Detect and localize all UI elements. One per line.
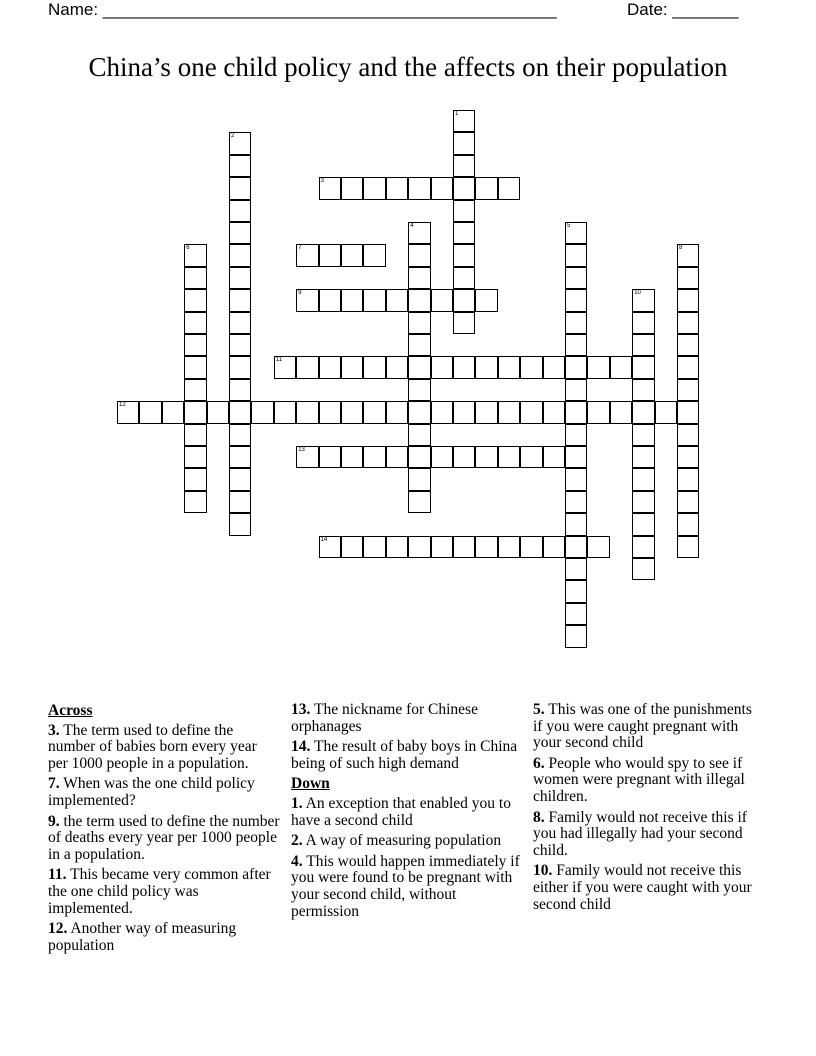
crossword-cell[interactable]	[408, 424, 430, 446]
clue-number-label: 11	[275, 357, 283, 364]
crossword-cell[interactable]	[677, 468, 699, 490]
crossword-cell[interactable]	[229, 312, 251, 334]
crossword-cell[interactable]	[296, 356, 318, 378]
crossword-cell[interactable]	[296, 244, 318, 266]
crossword-cell[interactable]	[431, 446, 453, 468]
crossword-cell[interactable]	[341, 177, 363, 199]
crossword-cell[interactable]	[341, 289, 363, 311]
crossword-cell[interactable]	[229, 356, 251, 378]
clue-across-9	[48, 814, 280, 864]
crossword-cell[interactable]	[296, 289, 318, 311]
clue-across-12	[48, 921, 280, 954]
crossword-cell[interactable]	[453, 401, 475, 423]
clue-number: 9.	[48, 812, 60, 830]
clue-across-7	[48, 776, 280, 809]
crossword-cell[interactable]	[677, 491, 699, 513]
crossword-cell[interactable]	[565, 312, 587, 334]
crossword-cell[interactable]	[386, 446, 408, 468]
crossword-cell[interactable]	[610, 401, 632, 423]
crossword-cell[interactable]	[363, 356, 385, 378]
clue-down-1	[291, 796, 523, 829]
clue-number: 5.	[533, 701, 545, 718]
crossword-cell[interactable]	[475, 177, 497, 199]
clue-down-10	[533, 863, 765, 913]
crossword-cell[interactable]	[229, 132, 251, 154]
crossword-cell[interactable]	[229, 289, 251, 311]
crossword-cell[interactable]	[184, 468, 206, 490]
crossword-cell[interactable]	[319, 536, 341, 558]
down-heading: Down	[291, 775, 330, 793]
crossword-cell[interactable]	[184, 312, 206, 334]
crossword-cell[interactable]	[677, 334, 699, 356]
crossword-cell[interactable]	[229, 177, 251, 199]
crossword-cell[interactable]	[386, 177, 408, 199]
crossword-cell[interactable]	[453, 267, 475, 289]
crossword-cell[interactable]	[341, 401, 363, 423]
clue-number: 14.	[291, 738, 311, 756]
crossword-cell[interactable]	[632, 289, 654, 311]
clue-down-4	[291, 854, 523, 920]
crossword-cell[interactable]	[677, 401, 699, 423]
crossword-cell[interactable]	[229, 401, 251, 423]
crossword-cell[interactable]	[408, 401, 430, 423]
crossword-cell[interactable]	[677, 267, 699, 289]
clue-text: The term used to define the number of babies born every year per 1000 people in a population.	[48, 721, 257, 772]
clue-number: 4.	[291, 852, 303, 870]
clues-column-1	[48, 702, 280, 958]
clue-number: 12.	[48, 920, 68, 938]
crossword-cell[interactable]	[431, 289, 453, 311]
crossword-cell[interactable]	[386, 289, 408, 311]
crossword-cell[interactable]	[453, 356, 475, 378]
crossword-cell[interactable]	[184, 356, 206, 378]
crossword-cell[interactable]	[565, 603, 587, 625]
crossword-cell[interactable]	[341, 446, 363, 468]
crossword-cell[interactable]	[274, 401, 296, 423]
crossword-cell[interactable]	[632, 424, 654, 446]
crossword-cell[interactable]	[565, 379, 587, 401]
clue-across-11	[48, 867, 280, 917]
crossword-cell[interactable]	[520, 356, 542, 378]
crossword-cell[interactable]	[184, 446, 206, 468]
crossword-cell[interactable]	[229, 424, 251, 446]
crossword-cell[interactable]	[184, 401, 206, 423]
crossword-cell[interactable]	[319, 401, 341, 423]
date-field-label: Date: _______	[627, 0, 739, 19]
crossword-cell[interactable]	[632, 446, 654, 468]
crossword-cell[interactable]	[565, 356, 587, 378]
crossword-cell[interactable]	[565, 401, 587, 423]
crossword-cell[interactable]	[565, 424, 587, 446]
crossword-cell[interactable]	[408, 244, 430, 266]
crossword-cell[interactable]	[408, 267, 430, 289]
crossword-cell[interactable]	[475, 401, 497, 423]
clue-number-label: 4	[410, 223, 414, 229]
clue-down-8	[533, 810, 765, 860]
crossword-cell[interactable]	[587, 401, 609, 423]
crossword-cell[interactable]	[363, 177, 385, 199]
crossword-cell[interactable]	[431, 177, 453, 199]
crossword-cell[interactable]	[453, 200, 475, 222]
crossword-cell[interactable]	[565, 244, 587, 266]
crossword-cell[interactable]	[363, 401, 385, 423]
crossword-cell[interactable]	[498, 536, 520, 558]
crossword-cell[interactable]	[453, 244, 475, 266]
crossword-cell[interactable]	[565, 625, 587, 647]
across-heading: Across	[48, 702, 93, 719]
crossword-cell[interactable]	[475, 446, 497, 468]
crossword-cell[interactable]	[565, 468, 587, 490]
crossword-cell[interactable]	[408, 222, 430, 244]
crossword-cell[interactable]	[565, 558, 587, 580]
crossword-cell[interactable]	[386, 401, 408, 423]
clue-number: 13.	[291, 701, 311, 718]
crossword-cell[interactable]	[632, 513, 654, 535]
crossword-cell[interactable]	[565, 536, 587, 558]
crossword-cell[interactable]	[565, 222, 587, 244]
crossword-cell[interactable]	[565, 267, 587, 289]
crossword-cell[interactable]	[184, 379, 206, 401]
crossword-cell[interactable]	[632, 558, 654, 580]
crossword-cell[interactable]	[677, 424, 699, 446]
crossword-cell[interactable]	[408, 446, 430, 468]
crossword-cell[interactable]	[207, 401, 229, 423]
crossword-cell[interactable]	[543, 401, 565, 423]
clue-number-label: 6	[186, 245, 190, 252]
crossword-cell[interactable]	[587, 536, 609, 558]
crossword-cell[interactable]	[408, 177, 430, 199]
crossword-cell[interactable]	[453, 222, 475, 244]
crossword-cell[interactable]	[229, 334, 251, 356]
crossword-cell[interactable]	[296, 401, 318, 423]
crossword-cell[interactable]	[565, 491, 587, 513]
crossword-cell[interactable]	[565, 446, 587, 468]
crossword-cell[interactable]	[162, 401, 184, 423]
crossword-cell[interactable]	[184, 289, 206, 311]
clue-number-label: 13	[298, 447, 305, 453]
crossword-cell[interactable]	[251, 401, 273, 423]
name-field-label: Name: ________________________________________________	[48, 0, 557, 19]
crossword-cell[interactable]	[520, 401, 542, 423]
crossword-cell[interactable]	[632, 356, 654, 378]
crossword-cell[interactable]	[431, 356, 453, 378]
crossword-cell[interactable]	[498, 401, 520, 423]
crossword-cell[interactable]	[677, 513, 699, 535]
crossword-cell[interactable]	[677, 356, 699, 378]
crossword-cell[interactable]	[677, 379, 699, 401]
clue-across-13	[291, 702, 523, 735]
crossword-cell[interactable]	[184, 244, 206, 266]
crossword-cell[interactable]	[319, 244, 341, 266]
clue-number-label: 14	[320, 536, 328, 543]
clue-text: People who would spy to see if women were pregnant with illegal children.	[533, 754, 745, 805]
crossword-cell[interactable]	[341, 536, 363, 558]
clue-down-5	[533, 702, 765, 752]
crossword-cell[interactable]	[184, 424, 206, 446]
crossword-cell[interactable]	[520, 446, 542, 468]
crossword-cell[interactable]	[386, 536, 408, 558]
crossword-cell[interactable]	[229, 244, 251, 266]
crossword-cell[interactable]	[408, 379, 430, 401]
crossword-cell[interactable]	[319, 289, 341, 311]
crossword-cell[interactable]	[520, 536, 542, 558]
clue-number: 7.	[48, 775, 60, 793]
crossword-cell[interactable]	[632, 536, 654, 558]
clue-number-label: 2	[231, 133, 235, 140]
crossword-cell[interactable]	[229, 267, 251, 289]
clue-text: This would happen immediately if you were found to be pregnant with your second child, without permission	[291, 852, 520, 920]
crossword-cell[interactable]	[632, 491, 654, 513]
crossword-cell[interactable]	[632, 312, 654, 334]
crossword-cell[interactable]	[610, 356, 632, 378]
crossword-cell[interactable]	[475, 536, 497, 558]
crossword-cell[interactable]	[184, 267, 206, 289]
crossword-cell[interactable]	[655, 401, 677, 423]
crossword-cell[interactable]	[319, 356, 341, 378]
crossword-cell[interactable]	[408, 491, 430, 513]
crossword-cell[interactable]	[363, 446, 385, 468]
clue-text: This was one of the punishments if you were caught pregnant with your second child	[533, 701, 752, 752]
crossword-cell[interactable]	[386, 356, 408, 378]
crossword-cell[interactable]	[453, 155, 475, 177]
clue-across-3	[48, 723, 280, 773]
clue-number-label: 5	[567, 223, 571, 229]
crossword-cell[interactable]	[229, 491, 251, 513]
crossword-cell[interactable]	[431, 536, 453, 558]
clue-number: 6.	[533, 754, 545, 772]
crossword-cell[interactable]	[677, 244, 699, 266]
crossword-cell[interactable]	[184, 491, 206, 513]
clue-number: 3.	[48, 721, 60, 739]
crossword-cell[interactable]	[565, 580, 587, 602]
crossword-cell[interactable]	[453, 132, 475, 154]
crossword-cell[interactable]	[319, 446, 341, 468]
clue-text: An exception that enabled you to have a second child	[291, 794, 511, 829]
crossword-cell[interactable]	[229, 468, 251, 490]
clue-number: 8.	[533, 808, 545, 826]
crossword-cell[interactable]	[453, 312, 475, 334]
crossword-cell[interactable]	[274, 356, 296, 378]
clue-number: 2.	[291, 832, 303, 850]
crossword-cell[interactable]	[229, 379, 251, 401]
crossword-cell[interactable]	[565, 334, 587, 356]
crossword-cell[interactable]	[475, 289, 497, 311]
clue-number-label: 3	[320, 178, 324, 185]
crossword-cell[interactable]	[408, 312, 430, 334]
clues-column-3	[533, 702, 765, 917]
crossword-cell[interactable]	[296, 446, 318, 468]
clue-number-label: 10	[634, 290, 641, 297]
crossword-cell[interactable]	[453, 536, 475, 558]
crossword-cell[interactable]	[587, 356, 609, 378]
clue-text: This became very common after the one child policy was implemented.	[48, 866, 271, 917]
crossword-cell[interactable]	[475, 356, 497, 378]
crossword-cell[interactable]	[408, 289, 430, 311]
clue-across-14	[291, 739, 523, 772]
clue-number: 1.	[291, 794, 303, 812]
clue-text: the term used to define the number of deaths every year per 1000 people in a population.	[48, 812, 280, 863]
crossword-cell[interactable]	[565, 289, 587, 311]
clue-text: When was the one child policy implemented?	[48, 775, 255, 809]
clue-number-label: 8	[679, 245, 683, 252]
crossword-cell[interactable]	[408, 334, 430, 356]
crossword-cell[interactable]	[498, 446, 520, 468]
crossword-cell[interactable]	[498, 356, 520, 378]
clue-text: A way of measuring population	[305, 832, 502, 850]
crossword-cell[interactable]	[677, 536, 699, 558]
crossword-cell[interactable]	[677, 312, 699, 334]
clue-text: Family would not receive this either if you were caught with your second child	[533, 862, 752, 913]
crossword-cell[interactable]	[229, 200, 251, 222]
crossword-cell[interactable]	[363, 244, 385, 266]
crossword-cell[interactable]	[453, 446, 475, 468]
clue-number-label: 1	[455, 111, 459, 117]
crossword-cell[interactable]	[453, 177, 475, 199]
clue-text: Another way of measuring population	[48, 920, 237, 954]
crossword-cell[interactable]	[363, 289, 385, 311]
clue-number: 11.	[48, 866, 67, 884]
crossword-cell[interactable]	[632, 334, 654, 356]
clue-number-label: 7	[298, 245, 302, 252]
clue-down-2	[291, 833, 523, 850]
crossword-cell[interactable]	[229, 446, 251, 468]
clue-number-label: 9	[298, 290, 302, 297]
crossword-cell[interactable]	[229, 155, 251, 177]
crossword-cell[interactable]	[229, 222, 251, 244]
clues-column-2	[291, 702, 523, 924]
page-title: China’s one child policy and the affects on their population	[88, 52, 728, 82]
clue-number-label: 12	[119, 402, 126, 409]
crossword-cell[interactable]	[543, 536, 565, 558]
crossword-cell[interactable]	[341, 356, 363, 378]
clue-text: Family would not receive this if you had illegally had your second child.	[533, 808, 747, 859]
crossword-cell[interactable]	[632, 401, 654, 423]
crossword-cell[interactable]	[632, 379, 654, 401]
crossword-cell[interactable]	[363, 536, 385, 558]
crossword-cell[interactable]	[184, 334, 206, 356]
crossword-cell[interactable]	[229, 513, 251, 535]
crossword-cell[interactable]	[408, 468, 430, 490]
clue-text: The nickname for Chinese orphanages	[291, 701, 478, 735]
crossword-cell[interactable]	[341, 244, 363, 266]
crossword-cell[interactable]	[543, 446, 565, 468]
crossword-cell[interactable]	[139, 401, 161, 423]
crossword-cell[interactable]	[408, 536, 430, 558]
crossword-cell[interactable]	[632, 468, 654, 490]
crossword-cell[interactable]	[677, 289, 699, 311]
crossword-cell[interactable]	[498, 177, 520, 199]
clue-text: The result of baby boys in China being of such high demand	[291, 738, 518, 772]
crossword-cell[interactable]	[565, 513, 587, 535]
clue-number: 10.	[533, 862, 553, 880]
crossword-cell[interactable]	[117, 401, 139, 423]
crossword-cell[interactable]	[677, 446, 699, 468]
crossword-cell[interactable]	[543, 356, 565, 378]
crossword-cell[interactable]	[453, 110, 475, 132]
crossword-cell[interactable]	[431, 401, 453, 423]
crossword-cell[interactable]	[319, 177, 341, 199]
crossword-cell[interactable]	[408, 356, 430, 378]
clue-down-6	[533, 756, 765, 806]
crossword-cell[interactable]	[453, 289, 475, 311]
